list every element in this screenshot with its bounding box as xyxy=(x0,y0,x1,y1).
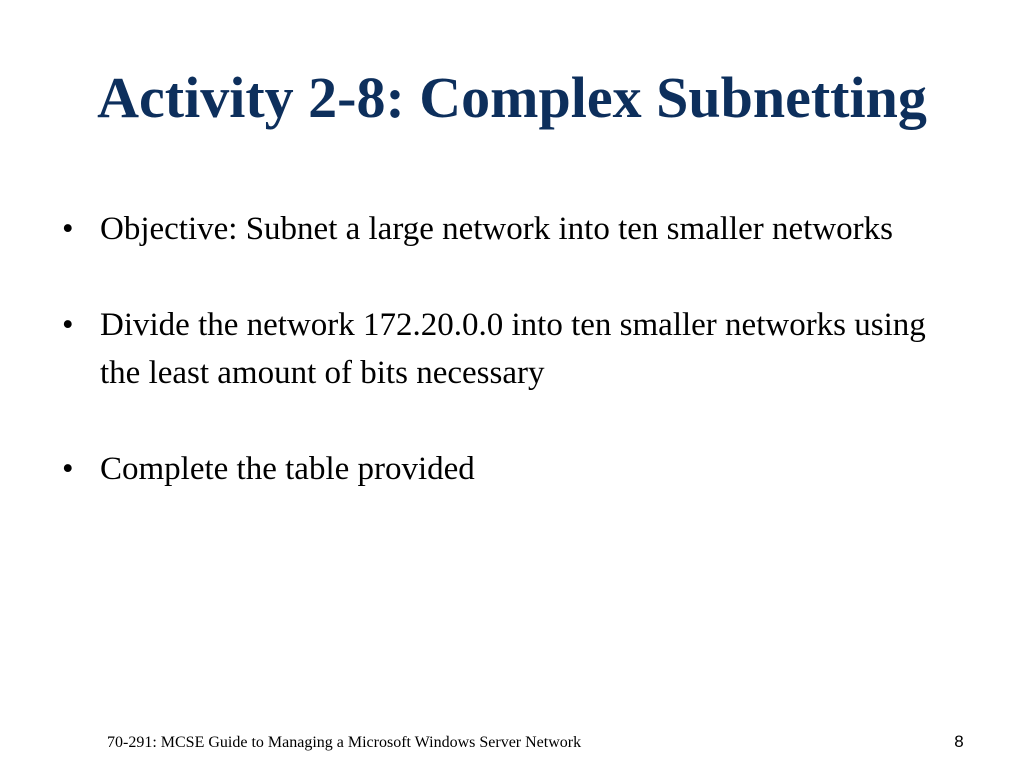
bullet-text: Complete the table provided xyxy=(100,451,475,487)
slide-title: Activity 2-8: Complex Subnetting xyxy=(97,65,927,130)
slide-footer: 70-291: MCSE Guide to Managing a Microsoft Windows Server Network xyxy=(107,734,582,751)
page-number: 8 xyxy=(954,732,964,751)
bullet-icon: • xyxy=(62,211,74,247)
bullet-item-complete xyxy=(62,445,942,493)
bullet-icon: • xyxy=(62,307,74,343)
bullet-list xyxy=(62,205,942,493)
bullet-text: Divide the network 172.20.0.0 into ten smaller networks using the least amount of bits necessary xyxy=(100,307,926,391)
bullet-item-divide xyxy=(62,301,942,397)
bullet-icon: • xyxy=(62,451,74,487)
bullet-item-objective xyxy=(62,205,942,253)
bullet-text: Objective: Subnet a large network into ten smaller networks xyxy=(100,211,894,247)
